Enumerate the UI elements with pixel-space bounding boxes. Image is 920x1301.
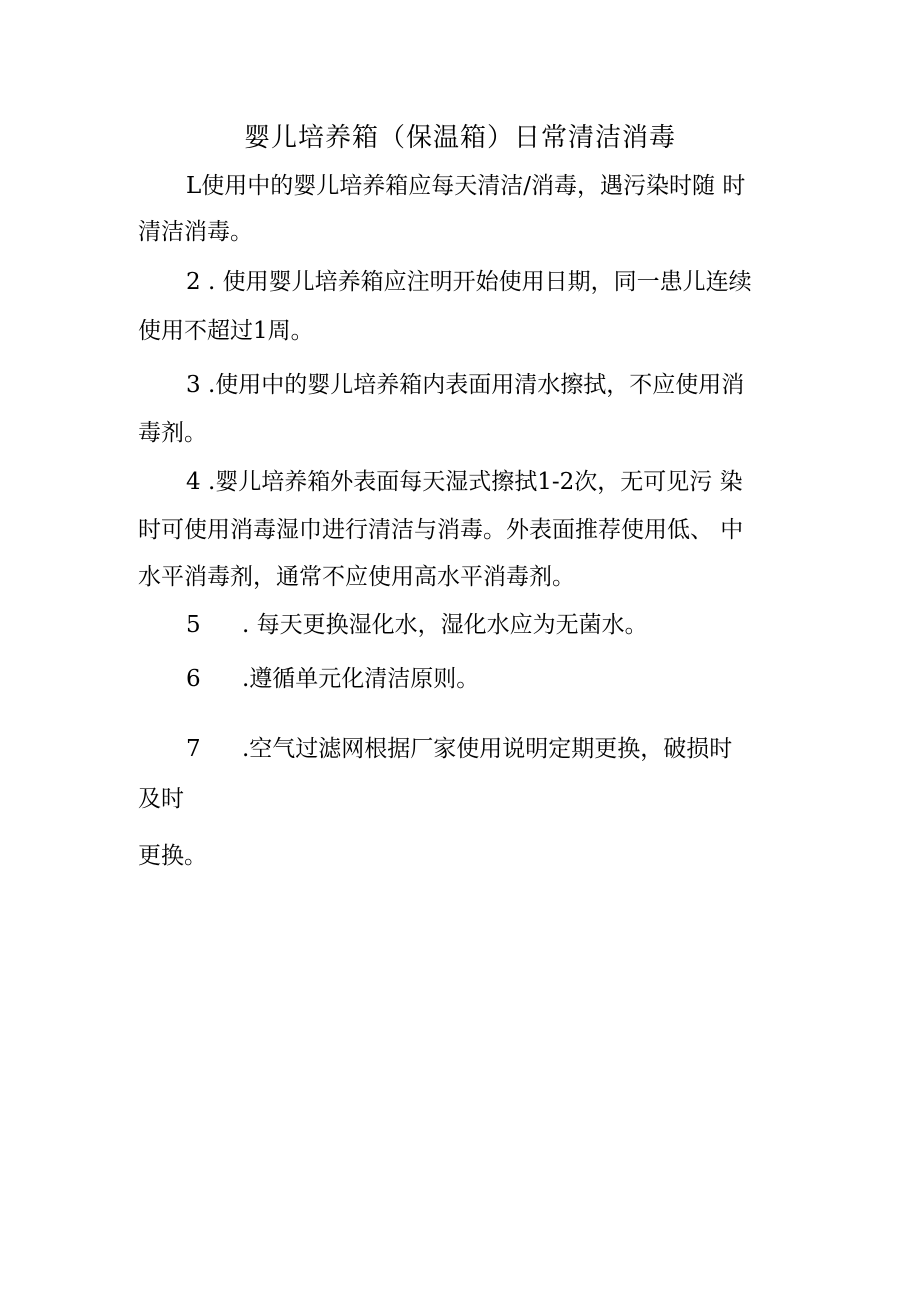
item-4-line-2: 时可使用消毒湿巾进行清洁与消毒。外表面推荐使用低、 中: [138, 517, 744, 543]
item-3-number: 3: [186, 372, 201, 398]
item-1-line-2: 清洁消毒。: [138, 219, 253, 245]
item-4-number: 4: [186, 469, 201, 495]
item-6-text: .遵循单元化清洁原则。: [242, 666, 480, 692]
item-7-number: 7: [186, 736, 201, 762]
page-title: 婴儿培养箱（保温箱）日常清洁消毒: [243, 123, 676, 153]
item-4-text: .婴儿培养箱外表面每天湿式擦拭1-2次，无可见污 染: [200, 469, 743, 495]
item-3-text: .使用中的婴儿培养箱内表面用清水擦拭，不应使用消: [200, 372, 745, 398]
item-2-text: . 使用婴儿培养箱应注明开始使用日期，同一患儿连续: [200, 269, 752, 295]
item-2-line-1: [186, 264, 752, 300]
item-3-line-2: 毒剂。: [138, 420, 207, 446]
item-7-line-1: [186, 731, 732, 767]
item-1-line-1: L使用中的婴儿培养箱应每天清洁/消毒，遇污染时随 时: [186, 173, 746, 199]
item-6-line-1: [186, 661, 479, 697]
item-2-line-2: 使用不超过1周。: [138, 318, 314, 344]
item-7-line-3: 更换。: [138, 843, 207, 869]
item-5-text: . 每天更换湿化水，湿化水应为无菌水。: [242, 612, 648, 638]
item-4-line-1: [186, 464, 743, 500]
item-4-line-3: 水平消毒剂，通常不应使用高水平消毒剂。: [138, 564, 575, 590]
item-6-number: 6: [186, 666, 201, 692]
item-3-line-1: [186, 367, 744, 403]
item-5-line-1: [186, 607, 648, 643]
item-2-number: 2: [186, 269, 201, 295]
item-7-line-2: 及时: [138, 786, 184, 812]
item-5-number: 5: [186, 612, 201, 638]
item-7-text: .空气过滤网根据厂家使用说明定期更换，破损时: [242, 736, 733, 762]
